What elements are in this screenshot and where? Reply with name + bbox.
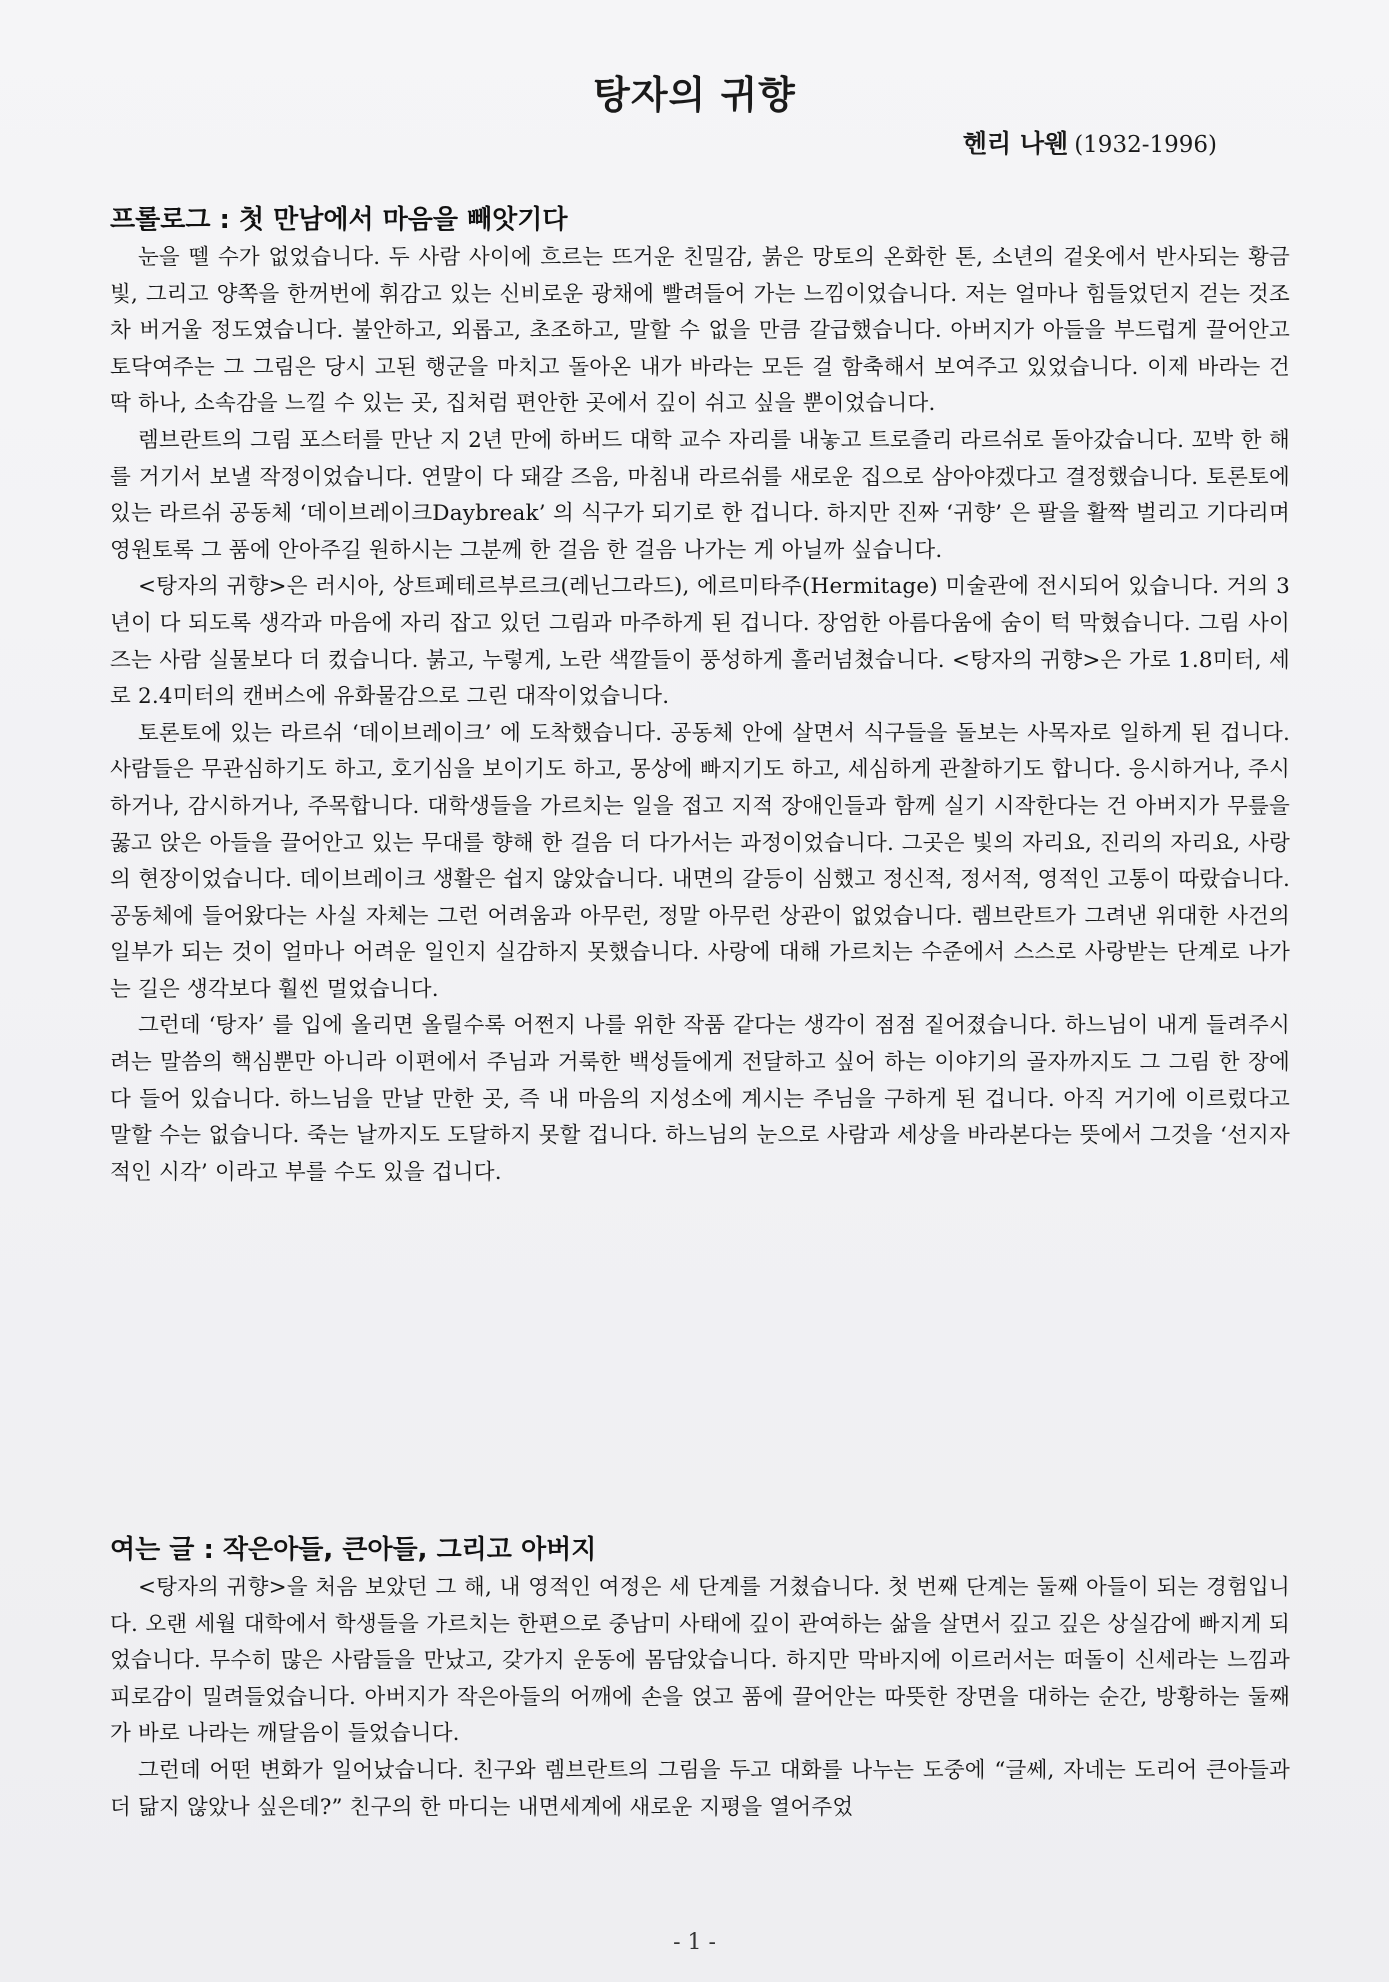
document-title: 탕자의 귀향	[593, 73, 796, 117]
author-years: (1932-1996)	[1074, 132, 1217, 158]
section-heading: 여는 글 : 작은아들, 큰아들, 그리고 아버지	[110, 1535, 597, 1565]
page-number: - 1 -	[673, 1930, 716, 1955]
paragraph: 그런데 ‘탕자’ 를 입에 올리면 올릴수록 어쩐지 나를 위한 작품 같다는 생각이 점점 짙어졌습니다. 하느님이 내게 들려주시려는 말씀의 핵심뿐만 아니라 이편에서 주님과 거룩한 백성들에게 전달하고 싶어 하는 이야기의 골자까지도 그 그림 한 장에 다 들어 있습니다. 하느님을 만날 만한 곳, 즉 내 마음의 지성소에 계시는 주님을 구하게 된 겁니다. 아직 거기에 이르렀다고 말할 수는 없습니다. 죽는 날까지도 도달하지 못할 겁니다. 하느님의 눈으로 사람과 세상을 바라본다는 뜻에서 그것을 ‘선지자적인 시각’ 이라고 부를 수도 있을 겁니다.	[110, 1013, 1290, 1185]
section-prologue	[110, 200, 1290, 1191]
paragraph: 눈을 뗄 수가 없었습니다. 두 사람 사이에 흐르는 뜨거운 친밀감, 붉은 망토의 온화한 톤, 소년의 겉옷에서 반사되는 황금빛, 그리고 양쪽을 한꺼번에 휘감고 있는 신비로운 광채에 빨려들어 가는 느낌이었습니다. 저는 얼마나 힘들었던지 걷는 것조차 버거울 정도였습니다. 불안하고, 외롭고, 초조하고, 말할 수 없을 만큼 갈급했습니다. 아버지가 아들을 부드럽게 끌어안고 토닥여주는 그 그림은 당시 고된 행군을 마치고 돌아온 내가 바라는 모든 걸 함축해서 보여주고 있었습니다. 이제 바라는 건 딱 하나, 소속감을 느낄 수 있는 곳, 집처럼 편안한 곳에서 깊이 쉬고 싶을 뿐이었습니다.	[110, 245, 1290, 417]
paragraph: 렘브란트의 그림 포스터를 만난 지 2년 만에 하버드 대학 교수 자리를 내놓고 트로즐리 라르쉬로 돌아갔습니다. 꼬박 한 해를 거기서 보낼 작정이었습니다. 연말이 다 돼갈 즈음, 마침내 라르쉬를 새로운 집으로 삼아야겠다고 결정했습니다. 토론토에 있는 라르쉬 공동체 ‘데이브레이크Daybreak’ 의 식구가 되기로 한 겁니다. 하지만 진짜 ‘귀향’ 은 팔을 활짝 벌리고 기다리며 영원토록 그 품에 안아주길 원하시는 그분께 한 걸음 한 걸음 나가는 게 아닐까 싶습니다.	[110, 427, 1290, 563]
paragraph: 그런데 어떤 변화가 일어났습니다. 친구와 렘브란트의 그림을 두고 대화를 나누는 도중에 “글쎄, 자네는 도리어 큰아들과 더 닮지 않았나 싶은데?” 친구의 한 마디는 내면세계에 새로운 지평을 열어주었	[110, 1757, 1290, 1820]
paragraph: 토론토에 있는 라르쉬 ‘데이브레이크’ 에 도착했습니다. 공동체 안에 살면서 식구들을 돌보는 사목자로 일하게 된 겁니다. 사람들은 무관심하기도 하고, 호기심을 보이기도 하고, 몽상에 빠지기도 하고, 세심하게 관찰하기도 합니다. 응시하거나, 주시하거나, 감시하거나, 주목합니다. 대학생들을 가르치는 일을 접고 지적 장애인들과 함께 실기 시작한다는 건 아버지가 무릎을 꿇고 앉은 아들을 끌어안고 있는 무대를 향해 한 걸음 더 다가서는 과정이었습니다. 그곳은 빛의 자리요, 진리의 자리요, 사랑의 현장이었습니다. 데이브레이크 생활은 쉽지 않았습니다. 내면의 갈등이 심했고 정신적, 정서적, 영적인 고통이 따랐습니다. 공동체에 들어왔다는 사실 자체는 그런 어려움과 아무런, 정말 아무런 상관이 없었습니다. 렘브란트가 그려낸 위대한 사건의 일부가 되는 것이 얼마나 어려운 일인지 실감하지 못했습니다. 사랑에 대해 가르치는 수준에서 스스로 사랑받는 단계로 나가는 길은 생각보다 훨씬 멀었습니다.	[110, 720, 1290, 1002]
paragraph: <탕자의 귀향>은 러시아, 상트페테르부르크(레닌그라드), 에르미타주(Hermitage) 미술관에 전시되어 있습니다. 거의 3년이 다 되도록 생각과 마음에 자리 잡고 있던 그림과 마주하게 된 겁니다. 장엄한 아름다움에 숨이 턱 막혔습니다. 그림 사이즈는 사람 실물보다 더 컸습니다. 붉고, 누렇게, 노란 색깔들이 풍성하게 흘러넘쳤습니다. <탕자의 귀향>은 가로 1.8미터, 세로 2.4미터의 캔버스에 유화물감으로 그린 대작이었습니다.	[110, 574, 1290, 710]
author-line	[963, 124, 1217, 160]
section-heading: 프롤로그 : 첫 만남에서 마음을 빼앗기다	[110, 205, 568, 235]
section-intro	[110, 1530, 1290, 1826]
paragraph: <탕자의 귀향>을 처음 보았던 그 해, 내 영적인 여정은 세 단계를 거쳤습니다. 첫 번째 단계는 둘째 아들이 되는 경험입니다. 오랜 세월 대학에서 학생들을 가르치는 한편으로 중남미 사태에 깊이 관여하는 삶을 살면서 깊고 깊은 상실감에 빠지게 되었습니다. 무수히 많은 사람들을 만났고, 갖가지 운동에 몸담았습니다. 하지만 막바지에 이르러서는 떠돌이 신세라는 느낌과 피로감이 밀려들었습니다. 아버지가 작은아들의 어깨에 손을 얹고 품에 끌어안는 따뜻한 장면을 대하는 순간, 방황하는 둘째가 바로 나라는 깨달음이 들었습니다.	[110, 1575, 1290, 1747]
author-name: 헨리 나웬	[962, 129, 1069, 158]
